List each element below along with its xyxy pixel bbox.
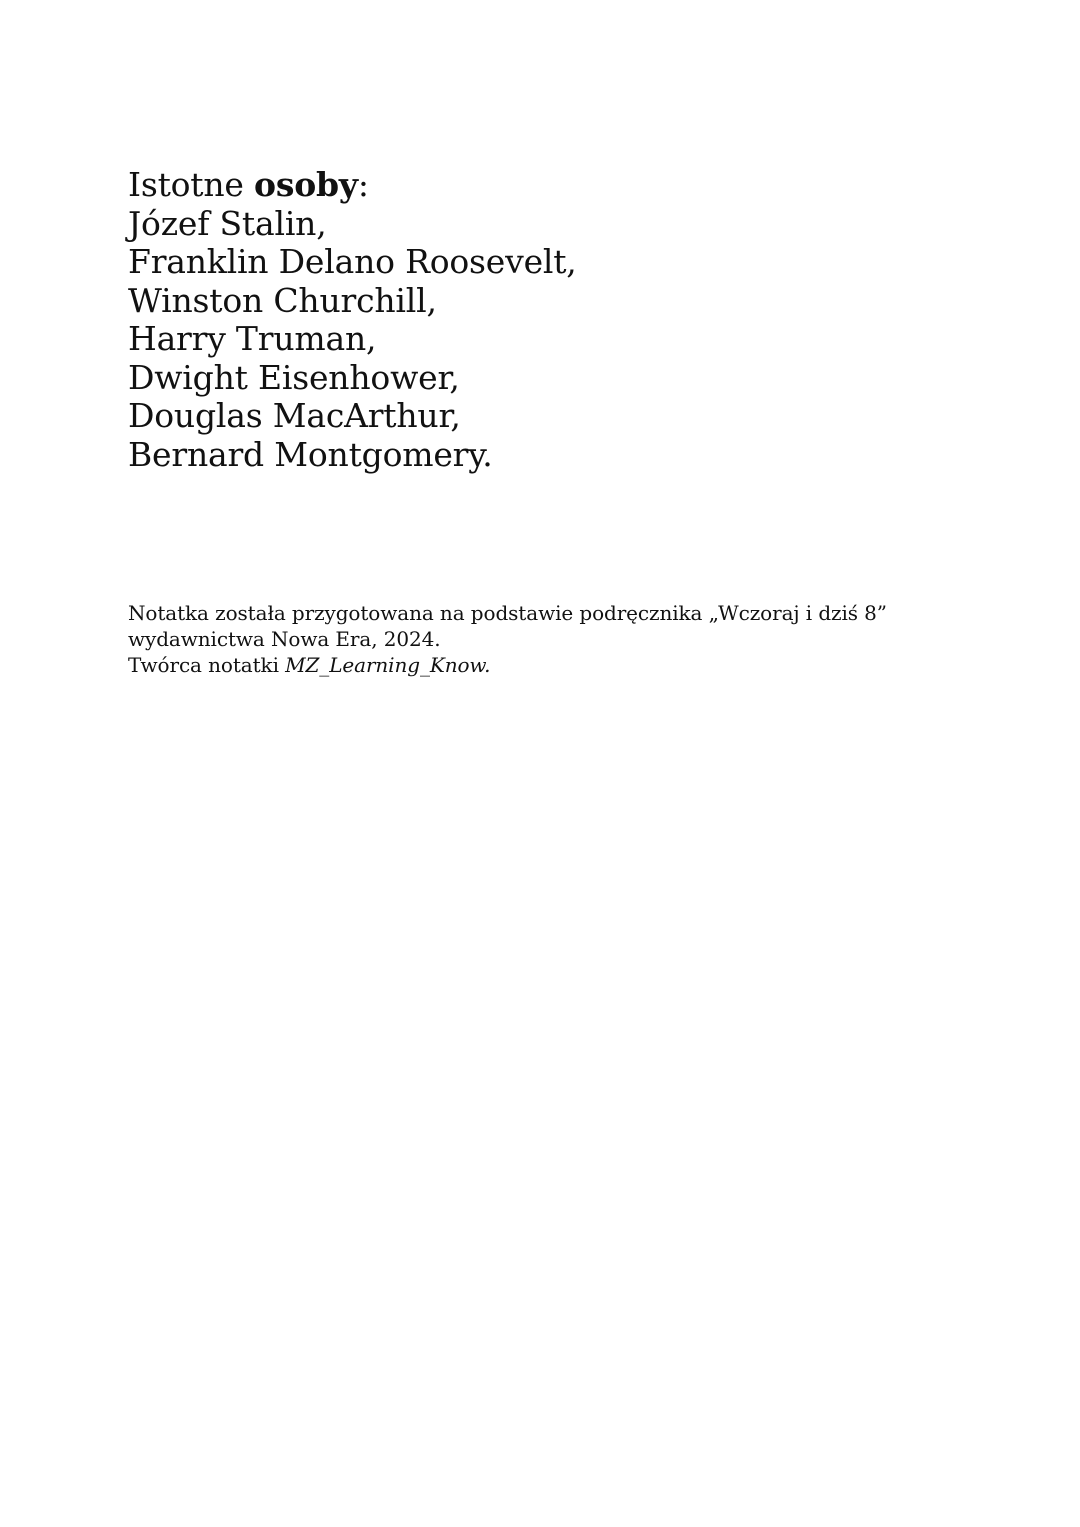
person-item: Winston Churchill, — [128, 280, 437, 320]
author-name: MZ_Learning_Know. — [285, 653, 491, 677]
heading-suffix: : — [357, 165, 369, 204]
person-item: Bernard Montgomery. — [128, 434, 493, 474]
source-note-line: Notatka została przygotowana na podstawie podręcznika „Wczoraj i dziś 8” — [128, 601, 887, 625]
author-prefix: Twórca notatki — [128, 653, 286, 677]
source-note-line: wydawnictwa Nowa Era, 2024. — [128, 627, 441, 651]
person-item: Dwight Eisenhower, — [128, 357, 460, 397]
heading-prefix: Istotne — [128, 165, 255, 204]
author-line — [128, 652, 887, 678]
heading-bold-word: osoby — [254, 165, 358, 204]
person-item: Douglas MacArthur, — [128, 396, 461, 435]
section-heading — [128, 166, 577, 205]
people-section — [128, 166, 577, 474]
person-item: Franklin Delano Roosevelt, — [128, 242, 577, 281]
source-note — [128, 600, 887, 678]
person-item: Józef Stalin, — [128, 203, 327, 243]
person-item: Harry Truman, — [128, 319, 377, 358]
